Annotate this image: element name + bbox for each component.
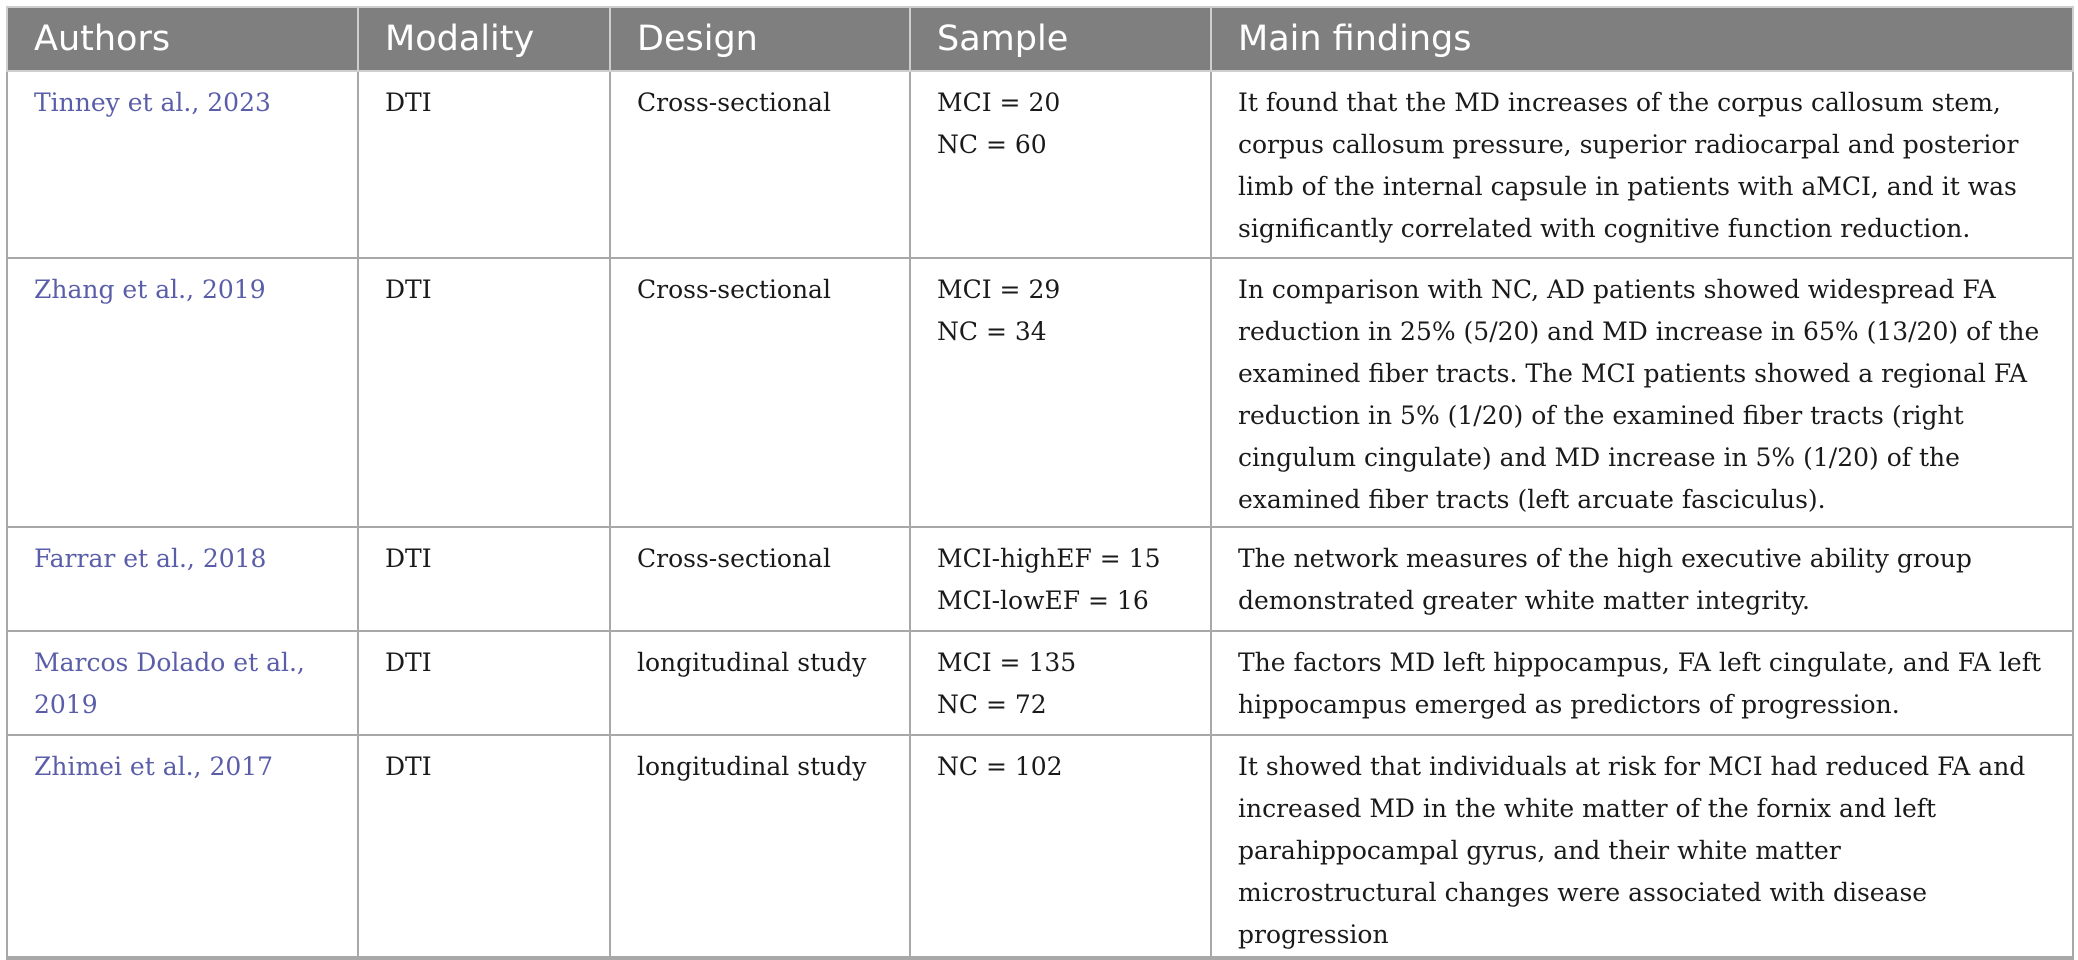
findings-cell: The factors MD left hippocampus, FA left cingulate, and FA left hippocampus emerged as predictors of progression. — [1211, 631, 2073, 735]
sample-line: MCI = 29 — [937, 275, 1061, 304]
sample-line: NC = 34 — [937, 317, 1047, 346]
table-row — [7, 735, 2073, 958]
author-separator: , — [191, 88, 208, 117]
modality-cell: DTI — [358, 258, 610, 527]
modality-cell: DTI — [358, 735, 610, 958]
studies-table — [6, 6, 2074, 960]
author-cell — [7, 735, 358, 958]
design-cell: longitudinal study — [610, 631, 910, 735]
design-cell: Cross-sectional — [610, 71, 910, 258]
author-year: 2023 — [207, 88, 271, 117]
author-year: 2018 — [202, 544, 267, 573]
findings-cell: It found that the MD increases of the corpus callosum stem, corpus callosum pressure, superior radiocarpal and posterior limb of the internal capsule in patients with aMCI, and it was significantly correlated with cognitive function reduction. — [1211, 71, 2073, 258]
author-separator: , — [186, 275, 202, 304]
author-year: 2019 — [201, 275, 266, 304]
author-link[interactable] — [34, 648, 305, 719]
header-main-findings: Main findings — [1211, 7, 2073, 71]
author-cell — [7, 71, 358, 258]
sample-line: MCI = 135 — [937, 648, 1077, 677]
sample-line: MCI-lowEF = 16 — [937, 586, 1149, 615]
author-link[interactable] — [34, 275, 266, 304]
sample-line: MCI = 20 — [937, 88, 1061, 117]
sample-line: MCI-highEF = 15 — [937, 544, 1161, 573]
author-separator: , — [193, 752, 210, 781]
author-separator: , — [186, 544, 203, 573]
sample-cell — [910, 735, 1211, 958]
author-link[interactable] — [34, 88, 271, 117]
findings-cell: It showed that individuals at risk for MCI had reduced FA and increased MD in the white matter of the fornix and left parahippocampal gyrus, and their white matter microstructural changes were associated with disease progression — [1211, 735, 2073, 958]
author-name: Zhang et al. — [34, 275, 187, 304]
author-cell — [7, 527, 358, 631]
author-year: 2019 — [34, 690, 98, 719]
table-row — [7, 258, 2073, 527]
author-year: 2017 — [209, 752, 274, 781]
modality-cell: DTI — [358, 527, 610, 631]
design-cell: Cross-sectional — [610, 527, 910, 631]
author-name: Marcos Dolado et al. — [34, 648, 297, 677]
author-separator: , — [296, 648, 305, 677]
header-authors: Authors — [7, 7, 358, 71]
author-link[interactable] — [34, 752, 273, 781]
sample-cell — [910, 527, 1211, 631]
table-row — [7, 71, 2073, 258]
sample-cell — [910, 71, 1211, 258]
table-row — [7, 631, 2073, 735]
header-row — [7, 7, 2073, 71]
author-name: Farrar et al. — [34, 544, 187, 573]
table-row — [7, 527, 2073, 631]
author-cell — [7, 258, 358, 527]
header-sample: Sample — [910, 7, 1211, 71]
author-cell — [7, 631, 358, 735]
sample-cell — [910, 631, 1211, 735]
modality-cell: DTI — [358, 631, 610, 735]
design-cell: Cross-sectional — [610, 258, 910, 527]
header-design: Design — [610, 7, 910, 71]
sample-line: NC = 60 — [937, 130, 1047, 159]
author-link[interactable] — [34, 544, 266, 573]
design-cell: longitudinal study — [610, 735, 910, 958]
findings-cell: The network measures of the high executive ability group demonstrated greater white matter integrity. — [1211, 527, 2073, 631]
findings-cell: In comparison with NC, AD patients showed widespread FA reduction in 25% (5/20) and MD increase in 65% (13/20) of the examined fiber tracts. The MCI patients showed a regional FA reduction in 5% (1/20) of the examined fiber tracts (right cingulum cingulate) and MD increase in 5% (1/20) of the examined fiber tracts (left arcuate fasciculus). — [1211, 258, 2073, 527]
sample-line: NC = 72 — [937, 690, 1047, 719]
author-name: Zhimei et al. — [34, 752, 194, 781]
sample-line: NC = 102 — [937, 752, 1063, 781]
modality-cell: DTI — [358, 71, 610, 258]
author-name: Tinney et al. — [34, 88, 192, 117]
sample-cell — [910, 258, 1211, 527]
header-modality: Modality — [358, 7, 610, 71]
